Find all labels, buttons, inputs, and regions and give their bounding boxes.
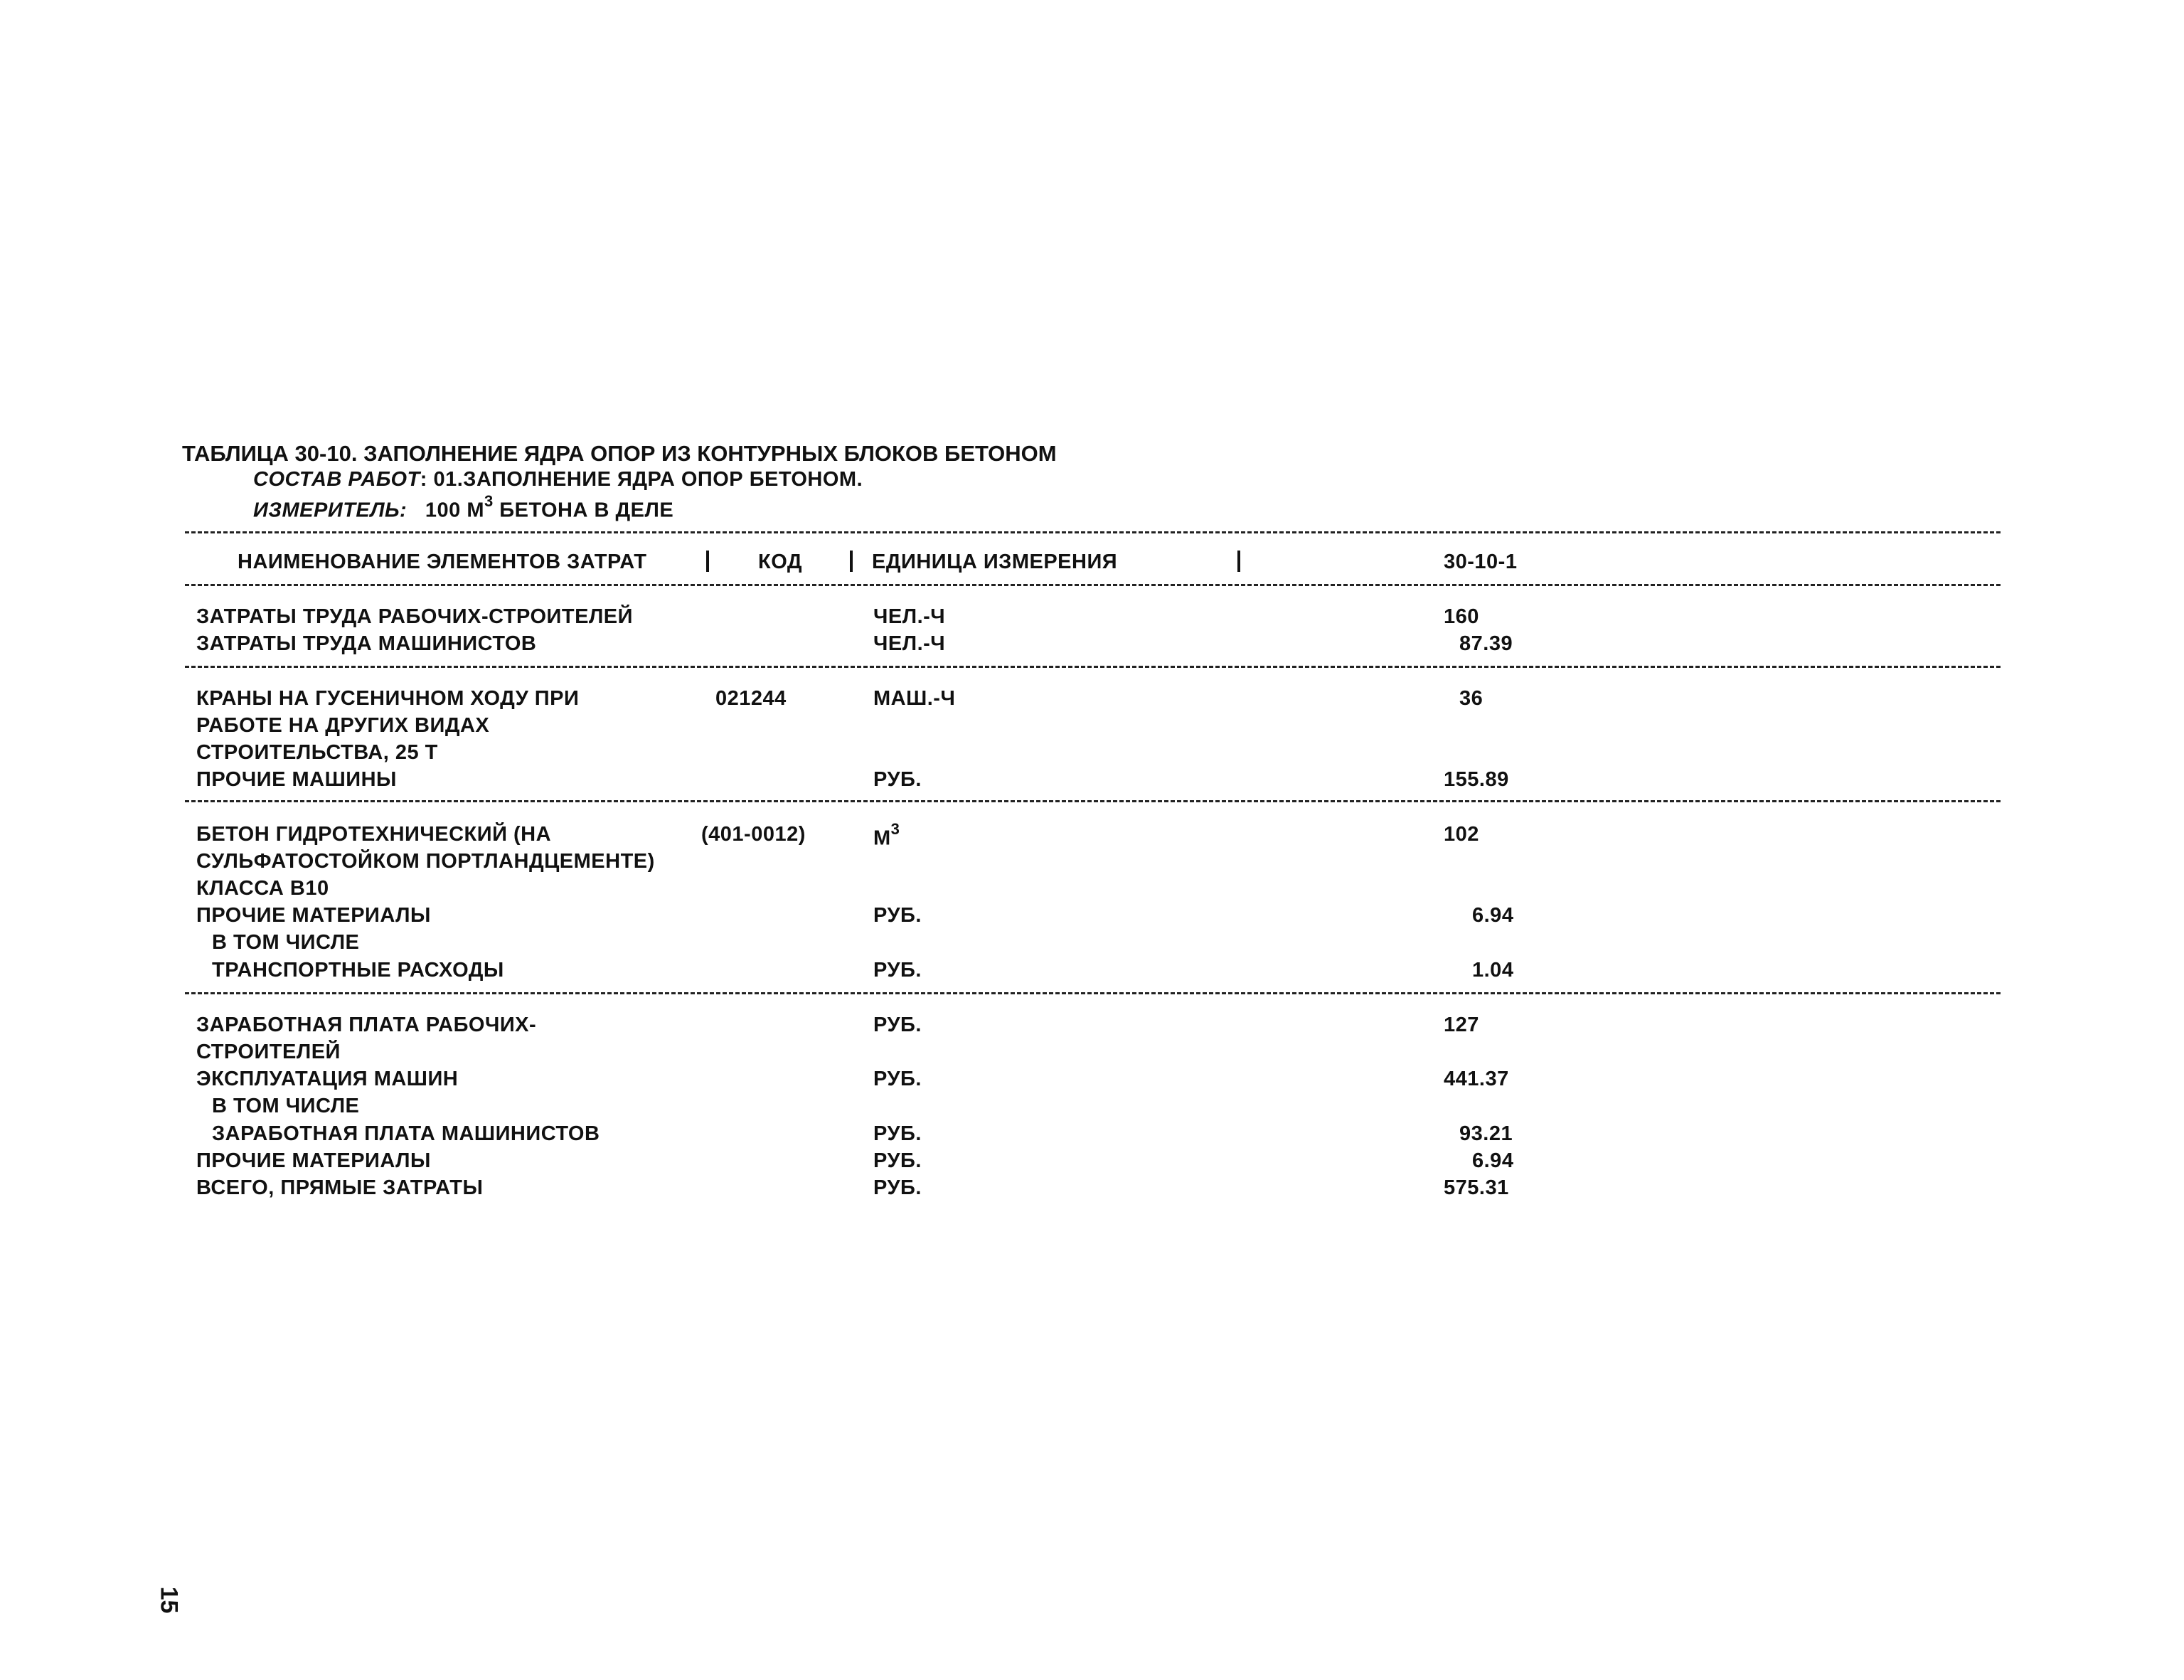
separator-machines bbox=[185, 800, 2001, 802]
row-name: КРАНЫ НА ГУСЕНИЧНОМ ХОДУ ПРИ bbox=[196, 687, 580, 710]
work-composition-label: СОСТАВ РАБОТ bbox=[253, 468, 420, 491]
page-number: 15 bbox=[155, 1586, 183, 1614]
row-name: ЗАТРАТЫ ТРУДА РАБОЧИХ-СТРОИТЕЛЕЙ bbox=[196, 605, 633, 628]
row-value: 575.31 bbox=[1444, 1176, 1509, 1199]
measurement-unit-prefix: 100 М bbox=[425, 499, 484, 522]
work-composition-value: : 01.ЗАПОЛНЕНИЕ ЯДРА ОПОР БЕТОНОМ. bbox=[420, 468, 863, 491]
row-unit: ЧЕЛ.-Ч bbox=[873, 632, 946, 655]
row-name: БЕТОН ГИДРОТЕХНИЧЕСКИЙ (НА bbox=[196, 823, 552, 846]
measurement-unit-sup: 3 bbox=[484, 492, 494, 510]
row-unit: РУБ. bbox=[873, 1014, 922, 1036]
column-header-value: 30-10-1 bbox=[1444, 551, 1518, 573]
measurement-unit bbox=[253, 492, 674, 522]
row-value: 93.21 bbox=[1459, 1122, 1513, 1145]
table-title: ТАБЛИЦА 30-10. ЗАПОЛНЕНИЕ ЯДРА ОПОР ИЗ КОНТУРНЫХ БЛОКОВ БЕТОНОМ bbox=[182, 441, 1057, 466]
row-unit: ЧЕЛ.-Ч bbox=[873, 605, 946, 628]
row-name: ТРАНСПОРТНЫЕ РАСХОДЫ bbox=[212, 959, 504, 982]
row-name: В ТОМ ЧИСЛЕ bbox=[212, 1095, 360, 1117]
row-unit: РУБ. bbox=[873, 1149, 922, 1172]
separator-header bbox=[185, 584, 2001, 586]
row-name: В ТОМ ЧИСЛЕ bbox=[212, 931, 360, 954]
column-divider bbox=[850, 551, 853, 572]
row-unit: РУБ. bbox=[873, 959, 922, 982]
row-name: ВСЕГО, ПРЯМЫЕ ЗАТРАТЫ bbox=[196, 1176, 484, 1199]
row-name: ПРОЧИЕ МАШИНЫ bbox=[196, 768, 397, 791]
row-value: 6.94 bbox=[1472, 1149, 1514, 1172]
row-unit: МАШ.-Ч bbox=[873, 687, 956, 710]
column-header-code: КОД bbox=[758, 551, 803, 573]
row-name: ЭКСПЛУАТАЦИЯ МАШИН bbox=[196, 1068, 459, 1090]
row-unit: РУБ. bbox=[873, 904, 922, 927]
column-header-unit: ЕДИНИЦА ИЗМЕРЕНИЯ bbox=[872, 551, 1118, 573]
row-value: 160 bbox=[1444, 605, 1479, 628]
row-value: 87.39 bbox=[1459, 632, 1513, 655]
row-value: 36 bbox=[1459, 687, 1483, 710]
separator-materials bbox=[185, 992, 2001, 994]
measurement-unit-suffix: БЕТОНА В ДЕЛЕ bbox=[493, 499, 674, 522]
column-divider bbox=[706, 551, 709, 572]
row-name: РАБОТЕ НА ДРУГИХ ВИДАХ bbox=[196, 714, 490, 737]
row-unit: РУБ. bbox=[873, 1122, 922, 1145]
row-unit: $М^3$ bbox=[873, 820, 900, 850]
row-unit: РУБ. bbox=[873, 1068, 922, 1090]
row-name: КЛАССА В10 bbox=[196, 877, 329, 900]
row-value: 1.04 bbox=[1472, 959, 1514, 982]
separator-labor bbox=[185, 666, 2001, 668]
column-header-name: НАИМЕНОВАНИЕ ЭЛЕМЕНТОВ ЗАТРАТ bbox=[238, 551, 647, 573]
row-name: ПРОЧИЕ МАТЕРИАЛЫ bbox=[196, 904, 431, 927]
row-name: ПРОЧИЕ МАТЕРИАЛЫ bbox=[196, 1149, 431, 1172]
row-name: СТРОИТЕЛЬСТВА, 25 Т bbox=[196, 741, 438, 764]
row-name: СУЛЬФАТОСТОЙКОМ ПОРТЛАНДЦЕМЕНТЕ) bbox=[196, 850, 655, 873]
row-name: ЗАРАБОТНАЯ ПЛАТА МАШИНИСТОВ bbox=[212, 1122, 600, 1145]
row-name: ЗАРАБОТНАЯ ПЛАТА РАБОЧИХ- bbox=[196, 1014, 537, 1036]
row-code: 021244 bbox=[715, 687, 787, 710]
work-composition bbox=[253, 469, 863, 490]
row-name: СТРОИТЕЛЕЙ bbox=[196, 1041, 341, 1063]
row-value: 102 bbox=[1444, 823, 1479, 846]
row-value: 441.37 bbox=[1444, 1068, 1509, 1090]
row-code: (401-0012) bbox=[701, 823, 806, 846]
row-unit: РУБ. bbox=[873, 1176, 922, 1199]
row-unit: РУБ. bbox=[873, 768, 922, 791]
separator-top bbox=[185, 531, 2001, 533]
row-value: 127 bbox=[1444, 1014, 1479, 1036]
row-value: 6.94 bbox=[1472, 904, 1514, 927]
row-name: ЗАТРАТЫ ТРУДА МАШИНИСТОВ bbox=[196, 632, 537, 655]
measurement-unit-label: ИЗМЕРИТЕЛЬ: bbox=[253, 499, 407, 522]
row-value: 155.89 bbox=[1444, 768, 1509, 791]
column-divider bbox=[1237, 551, 1240, 572]
